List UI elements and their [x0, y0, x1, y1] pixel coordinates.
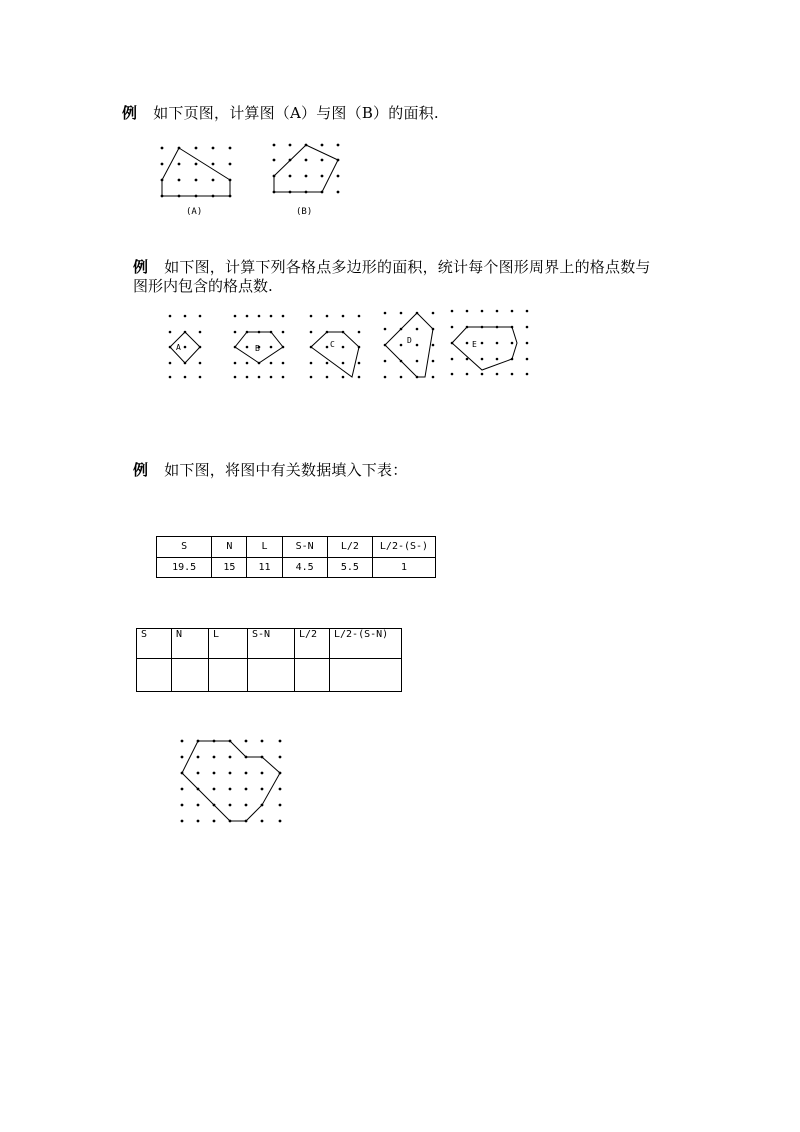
- figure-c-small: [308, 313, 368, 381]
- example2-marker: 例: [133, 258, 149, 276]
- figure-b-label: B: [255, 344, 260, 353]
- table-2-cell: [137, 659, 172, 692]
- table-1-header-s: S: [157, 537, 212, 558]
- table-2-header-formula: L/2-(S-N): [330, 629, 402, 659]
- figure-a-polygon: [162, 148, 230, 196]
- table-1-header-formula: L/2-(S-): [373, 537, 436, 558]
- table-1-header-l: L: [247, 537, 282, 558]
- table-2-cell: [209, 659, 248, 692]
- table-1-header-s-n: S-N: [282, 537, 327, 558]
- table-2-cell: [248, 659, 295, 692]
- figure-a: [160, 146, 240, 206]
- figure-d-label: D: [407, 336, 412, 345]
- figure-e-label: E: [472, 340, 477, 349]
- table-2: [136, 628, 402, 692]
- table-1-value-l: 11: [247, 557, 282, 578]
- table-2-header-l2: L/2: [295, 629, 330, 659]
- table-2-header-s-n: S-N: [248, 629, 295, 659]
- table-1: [156, 536, 436, 578]
- figure-b-small: [233, 313, 293, 381]
- example1-marker: 例: [122, 104, 138, 122]
- figure-a-dots: [161, 147, 232, 198]
- table-2-cell: [330, 659, 402, 692]
- table-1-value-s: 19.5: [157, 557, 212, 578]
- table-1-value-l2: 5.5: [327, 557, 372, 578]
- example1-heading: [122, 102, 439, 123]
- example3-heading: [133, 459, 407, 480]
- table-2-empty-row: [137, 659, 402, 692]
- figure-e-small: [450, 308, 535, 380]
- figure-c-label: C: [330, 340, 335, 349]
- example3-text: 如下图，将图中有关数据填入下表：: [164, 461, 408, 479]
- table-2-header-n: N: [172, 629, 209, 659]
- example2-heading: [133, 256, 651, 277]
- figure-large-polygon: [182, 741, 280, 821]
- figure-b-dots: [273, 144, 340, 194]
- table-1-header-n: N: [212, 537, 247, 558]
- table-1-value-formula: 1: [373, 557, 436, 578]
- table-1-value-row: [157, 557, 436, 578]
- table-2-cell: [295, 659, 330, 692]
- figure-d-small: [383, 310, 438, 382]
- figure-a-small: [168, 313, 208, 381]
- table-1-header-row: [157, 537, 436, 558]
- table-1-value-n: 15: [212, 557, 247, 578]
- example2-text-line1: 如下图，计算下列各格点多边形的面积，统计每个图形周界上的格点数与: [164, 258, 651, 276]
- table-1-value-s-n: 4.5: [282, 557, 327, 578]
- table-2-cell: [172, 659, 209, 692]
- caption-b: (B): [296, 207, 313, 217]
- table-2-header-l: L: [209, 629, 248, 659]
- caption-a: (A): [186, 207, 203, 217]
- figure-large: [180, 738, 290, 826]
- figure-large-dots: [181, 740, 282, 823]
- example1-text: 如下页图，计算图（A）与图（B）的面积.: [153, 104, 439, 122]
- table-1-header-l2: L/2: [327, 537, 372, 558]
- figure-b: [272, 143, 352, 203]
- figure-a-label: A: [176, 343, 181, 352]
- table-2-header-s: S: [137, 629, 172, 659]
- example3-marker: 例: [133, 461, 149, 479]
- example2-text-line2: 图形内包含的格点数.: [133, 277, 273, 295]
- figure-b-polygon: [274, 145, 338, 192]
- table-2-header-row: [137, 629, 402, 659]
